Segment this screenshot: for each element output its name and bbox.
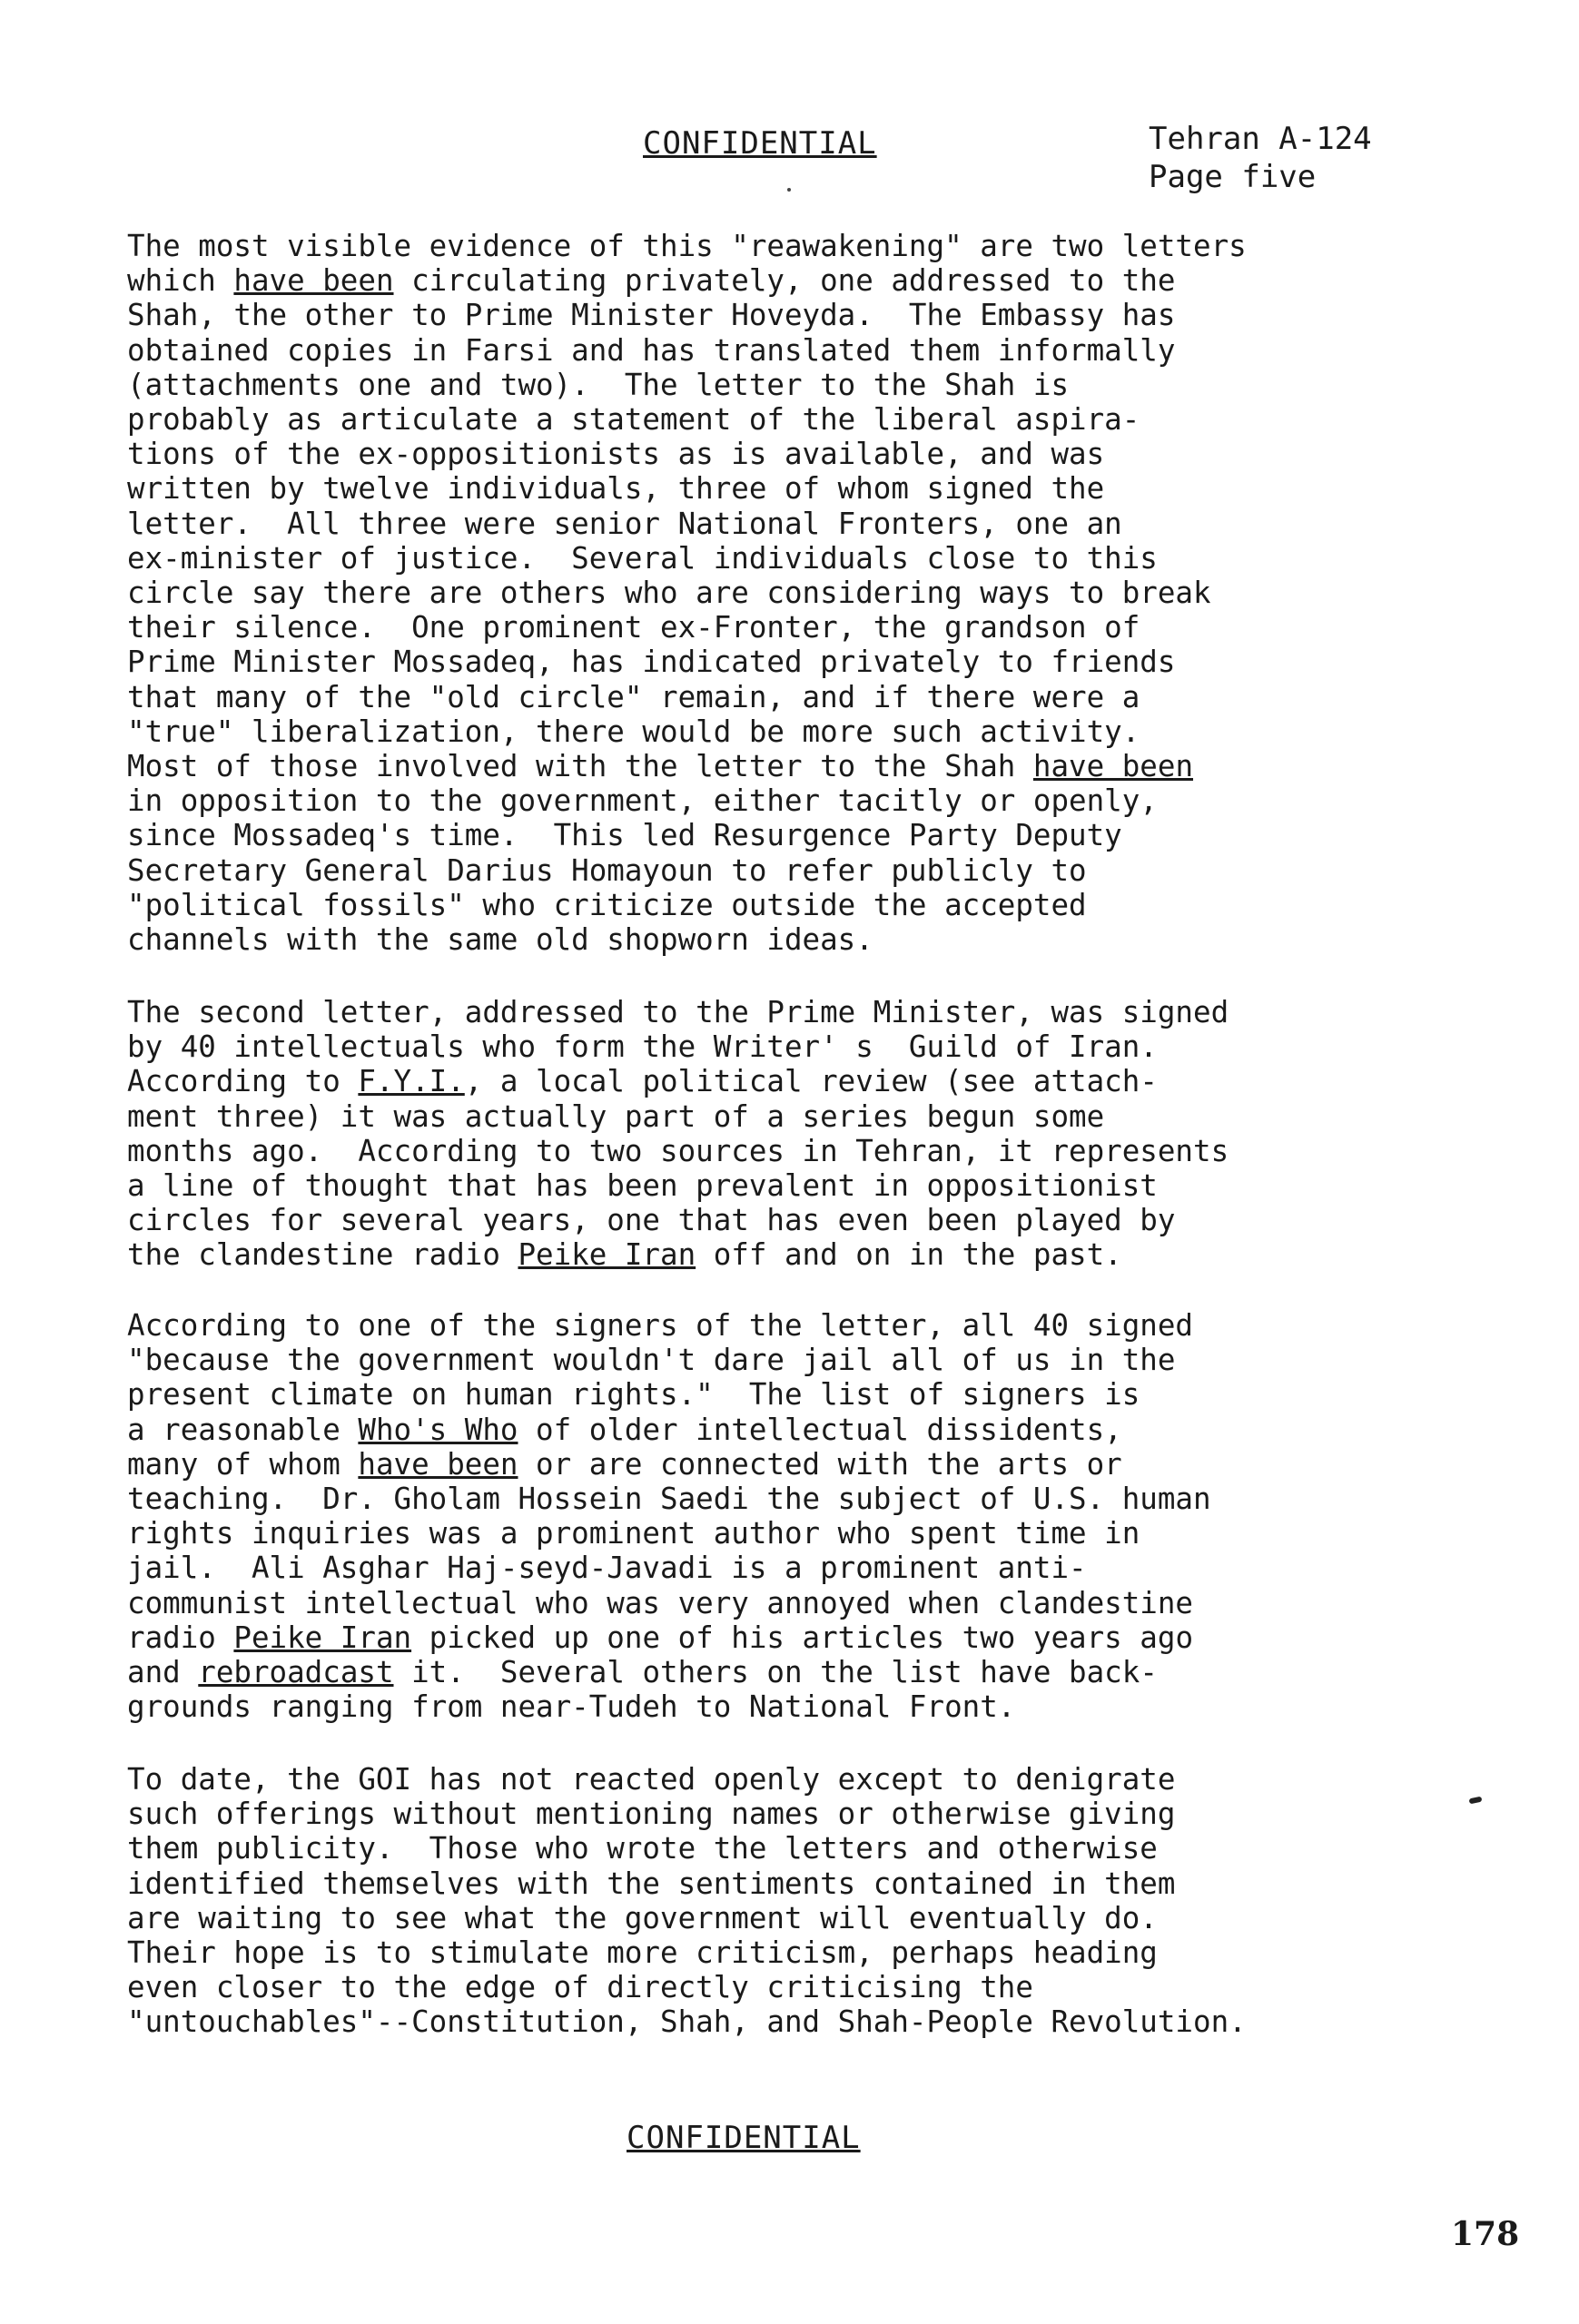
text-line: Their hope is to stimulate more criticism, perhaps heading [127,1935,1158,1971]
text-line: letter. All three were senior National Fronters, one an [127,506,1122,541]
text-line: a line of thought that has been prevalent in oppositionist [127,1168,1158,1204]
text-line: Most of those involved with the letter to the Shah have been [127,749,1194,784]
text-line: According to F.Y.I., a local political review (see attach- [127,1064,1158,1099]
text-line: them publicity. Those who wrote the letters and otherwise [127,1831,1158,1866]
text-line: such offerings without mentioning names or otherwise giving [127,1797,1176,1832]
text-line: their silence. One prominent ex-Fronter, the grandson of [127,610,1140,645]
text-line: communist intellectual who was very annoyed when clandestine [127,1585,1193,1620]
text-line: are waiting to see what the government will eventually do. [127,1900,1158,1935]
text-line: To date, the GOI has not reacted openly except to denigrate [127,1762,1176,1797]
text-line: probably as articulate a statement of the liberal aspira- [127,402,1140,438]
text-line: radio Peike Iran picked up one of his articles two years ago [127,1620,1194,1655]
text-line: written by twelve individuals, three of whom signed the [127,471,1105,507]
text-line: present climate on human rights." The list of signers is [127,1377,1140,1413]
text-line: and rebroadcast it. Several others on the list have back- [127,1655,1158,1690]
text-line: circles for several years, one that has even been played by [127,1203,1176,1238]
text-line: ex-minister of justice. Several individuals close to this [127,540,1158,576]
text-line: "political fossils" who criticize outside the accepted [127,887,1087,922]
text-line: tions of the ex-oppositionists as is available, and was [127,437,1105,472]
text-line: a reasonable Who's Who of older intellectual dissidents, [127,1412,1122,1447]
text-line: channels with the same old shopworn ideas. [127,922,873,958]
text-line: teaching. Dr. Gholam Hossein Saedi the subject of U.S. human [127,1482,1211,1517]
header-reference-block [1149,120,1372,196]
text-line: "true" liberalization, there would be more such activity. [127,714,1140,749]
text-line: identified themselves with the sentiments contained in them [127,1866,1176,1901]
text-line: (attachments one and two). The letter to the Shah is [127,367,1070,402]
paragraph-signers [127,1308,1435,1724]
text-line: since Mossadeq's time. This led Resurgence Party Deputy [127,818,1122,853]
text-line: The second letter, addressed to the Prime Minister, was signed [127,995,1229,1029]
cable-reference: Tehran A-124 [1149,121,1372,157]
text-line: circle say there are others who are considering ways to break [127,576,1211,611]
text-line: ment three) it was actually part of a series begun some [127,1098,1105,1134]
text-line: jail. Ali Asghar Haj-seyd-Javadi is a prominent anti- [127,1551,1087,1586]
text-line: months ago. According to two sources in Tehran, it represents [127,1133,1229,1168]
text-line: According to one of the signers of the letter, all 40 signed [127,1308,1193,1343]
text-line: which have been circulating privately, one addressed to the [127,263,1176,299]
text-line: "because the government wouldn't dare jail all of us in the [127,1343,1176,1378]
text-line: the clandestine radio Peike Iran off and on in the past. [127,1237,1122,1273]
text-line: Secretary General Darius Homayoun to refer publicly to [127,852,1087,888]
text-line: Prime Minister Mossadeq, has indicated privately to friends [127,645,1176,680]
scan-mark [1469,1797,1483,1805]
text-line: many of whom have been or are connected with the arts or [127,1446,1122,1482]
text-line: in opposition to the government, either tacitly or openly, [127,783,1158,819]
text-line: rights inquiries was a prominent author who spent time in [127,1516,1140,1551]
text-line: "untouchables"--Constitution, Shah, and Shah-People Revolution. [127,2004,1247,2040]
scan-speck [787,188,791,192]
text-line: obtained copies in Farsi and has translated them informally [127,332,1176,368]
text-line: Shah, the other to Prime Minister Hoveyda. The Embassy has [127,298,1176,333]
text-line: that many of the "old circle" remain, and if there were a [127,679,1140,714]
paragraph-letters [127,229,1435,957]
paragraph-goi-reaction [127,1762,1435,2040]
paragraph-second-letter [127,995,1435,1273]
footer-classification: CONFIDENTIAL [627,2120,861,2156]
text-line: by 40 intellectuals who form the Writer' s Guild of Iran. [127,1029,1158,1065]
text-line: The most visible evidence of this "reawakening" are two letters [127,229,1247,263]
text-line: grounds ranging from near-Tudeh to National Front. [127,1689,1016,1725]
page-label: Page five [1149,159,1317,195]
text-line: even closer to the edge of directly criticising the [127,1970,1033,2005]
page-number: 178 [1451,2215,1520,2253]
header-classification: CONFIDENTIAL [643,125,877,162]
